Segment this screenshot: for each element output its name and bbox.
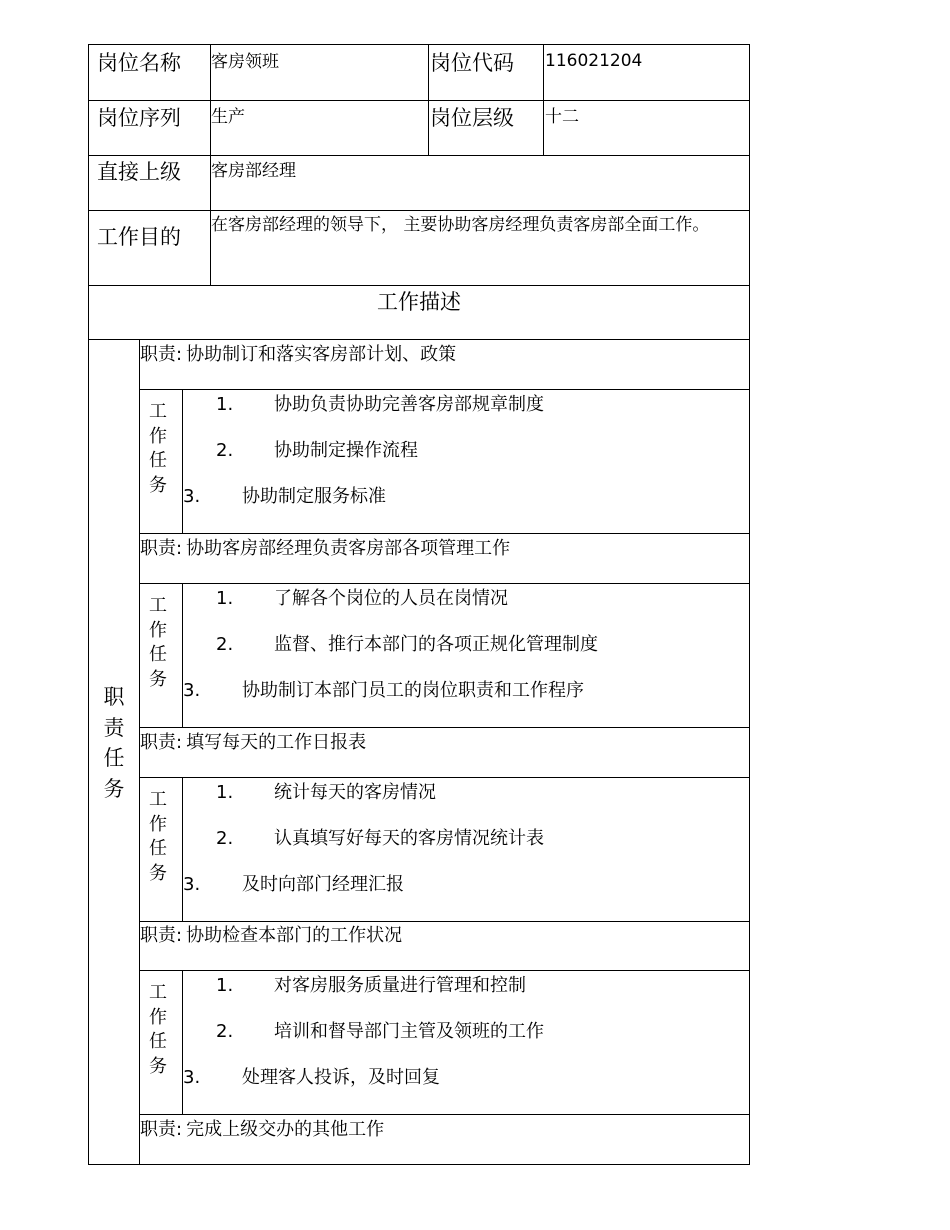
- task-number: 3.: [183, 680, 201, 701]
- duty-title-text: 协助检查本部门的工作状况: [186, 925, 403, 946]
- table-right-border: [749, 44, 750, 1165]
- task-item: 及时向部门经理汇报: [242, 874, 404, 895]
- task-number: 3.: [183, 486, 201, 507]
- duty-title-text: 完成上级交办的其他工作: [186, 1119, 385, 1140]
- duty-divider: [139, 389, 750, 390]
- task-col-divider: [182, 583, 183, 727]
- post-series-value: 生产: [211, 107, 245, 127]
- duty-prefix: 职责:: [140, 732, 183, 753]
- task-label: 工作任务: [149, 595, 167, 690]
- duty-prefix: 职责:: [140, 538, 183, 559]
- duty-prefix: 职责:: [140, 1119, 183, 1140]
- task-number: 2.: [216, 634, 234, 655]
- task-item: 协助制订本部门员工的岗位职责和工作程序: [242, 680, 584, 701]
- table-left-border: [88, 44, 89, 1165]
- duty-divider: [139, 970, 750, 971]
- duties-label-text: 职责任务: [103, 685, 125, 801]
- task-block-divider: [139, 1114, 750, 1115]
- post-code-label: 岗位代码: [430, 51, 514, 75]
- post-level-label: 岗位层级: [430, 106, 514, 130]
- duty-title-text: 协助制订和落实客房部计划、政策: [186, 344, 457, 365]
- task-item: 对客房服务质量进行管理和控制: [274, 975, 526, 996]
- task-item: 协助制定服务标准: [242, 486, 386, 507]
- task-number: 1.: [216, 975, 234, 996]
- duty-divider: [139, 583, 750, 584]
- task-col-divider: [182, 970, 183, 1114]
- post-series-label: 岗位序列: [97, 106, 181, 130]
- task-item: 处理客人投诉，及时回复: [242, 1067, 440, 1088]
- duty-title-text: 协助客房部经理负责客房部各项管理工作: [186, 538, 511, 559]
- task-col-divider: [182, 777, 183, 921]
- task-number: 1.: [216, 782, 234, 803]
- table-bottom-border: [88, 1164, 750, 1165]
- superior-label: 直接上级: [97, 160, 181, 184]
- task-label: 工作任务: [149, 401, 167, 496]
- task-number: 3.: [183, 874, 201, 895]
- post-level-value: 十二: [545, 107, 579, 127]
- task-label: 工作任务: [149, 789, 167, 884]
- task-item: 培训和督导部门主管及领班的工作: [274, 1021, 544, 1042]
- duty-title: [140, 346, 456, 364]
- task-number: 3.: [183, 1067, 201, 1088]
- row-divider: [88, 339, 750, 340]
- task-number: 1.: [216, 588, 234, 609]
- duty-title-text: 填写每天的工作日报表: [186, 732, 367, 753]
- task-number: 2.: [216, 1021, 234, 1042]
- row-divider: [88, 210, 750, 211]
- task-item: 了解各个岗位的人员在岗情况: [274, 588, 508, 609]
- task-item: 监督、推行本部门的各项正规化管理制度: [274, 634, 598, 655]
- purpose-value: 在客房部经理的领导下， 主要协助客房经理负责客房部全面工作。: [211, 215, 710, 235]
- duty-divider: [139, 777, 750, 778]
- task-item: 统计每天的客房情况: [274, 782, 436, 803]
- task-label: 工作任务: [149, 982, 167, 1077]
- duty-prefix: 职责:: [140, 344, 183, 365]
- task-number: 2.: [216, 828, 234, 849]
- col-divider: [543, 44, 544, 155]
- row-divider: [88, 100, 750, 101]
- col-divider: [428, 44, 429, 155]
- duty-title: [140, 734, 366, 752]
- task-item: 协助负责协助完善客房部规章制度: [274, 394, 544, 415]
- task-block-divider: [139, 727, 750, 728]
- row-divider: [88, 155, 750, 156]
- duty-title: [140, 927, 402, 945]
- superior-value: 客房部经理: [211, 161, 296, 181]
- duty-prefix: 职责:: [140, 925, 183, 946]
- task-number: 1.: [216, 394, 234, 415]
- table-top-border: [88, 44, 750, 45]
- purpose-label: 工作目的: [97, 225, 181, 249]
- task-number: 2.: [216, 440, 234, 461]
- post-name-value: 客房领班: [211, 52, 279, 72]
- duties-label: [100, 682, 128, 804]
- post-name-label: 岗位名称: [97, 51, 181, 75]
- duty-title: [140, 1121, 384, 1139]
- task-block-divider: [139, 921, 750, 922]
- post-code-value: 116021204: [545, 51, 643, 71]
- row-divider: [88, 285, 750, 286]
- section-title: 工作描述: [377, 290, 461, 314]
- task-item: 认真填写好每天的客房情况统计表: [274, 828, 544, 849]
- task-item: 协助制定操作流程: [274, 440, 418, 461]
- task-col-divider: [182, 389, 183, 533]
- duty-title: [140, 540, 510, 558]
- task-block-divider: [139, 533, 750, 534]
